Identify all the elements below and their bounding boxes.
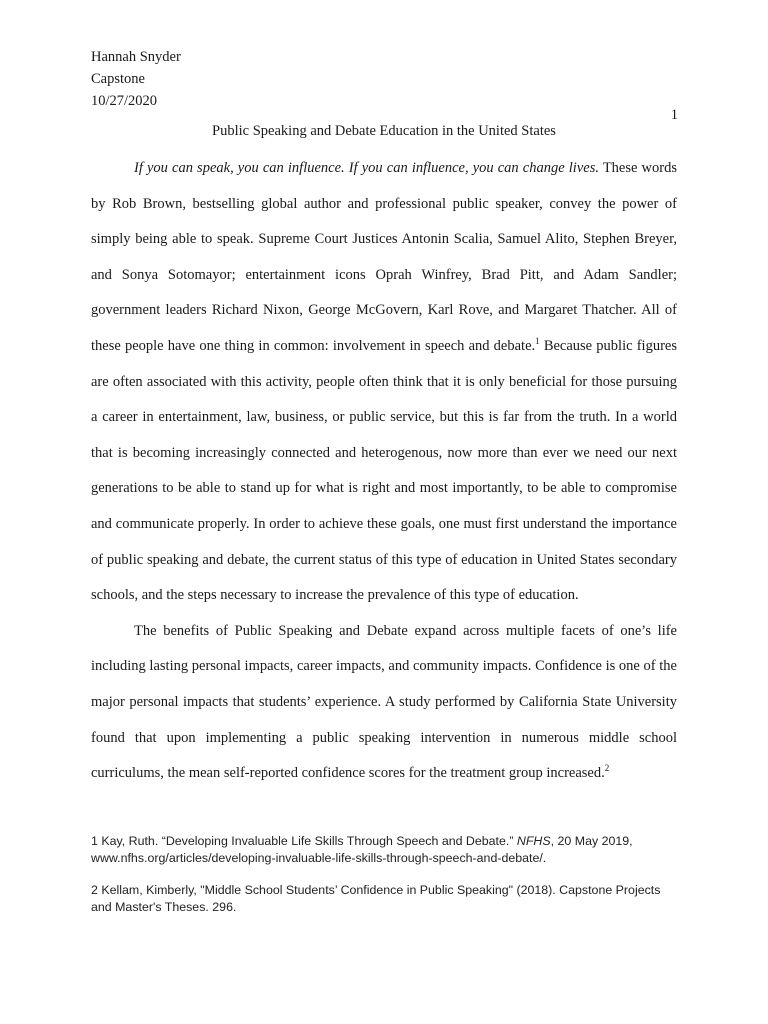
footnote-1-source: NFHS bbox=[516, 834, 551, 848]
document-date: 10/27/2020 bbox=[91, 93, 158, 109]
page-number: 1 bbox=[670, 107, 678, 123]
paragraph-1-text-b: Because public figures are often associated with this activity, people often think that it is only beneficial for those pursuing a career in entertainment, law, business, or public service, but this is far from the truth. In a world that is becoming increasingly connected and heterogenous, now more than ever we need our next generations to be able to stand up for what is right and most importantly, to be able to compromise and communicate properly. In order to achieve these goals, one must first understand the importance of public speaking and debate, the current status of this type of education in United States secondary schools, and the steps necessary to increase the prevalence of this type of education. bbox=[91, 337, 677, 604]
body-text bbox=[91, 151, 677, 792]
paragraph-2 bbox=[91, 614, 677, 792]
footnote-1 bbox=[91, 833, 671, 867]
header-block bbox=[91, 46, 181, 112]
footnote-2: 2 Kellam, Kimberly, "Middle School Students’ Confidence in Public Speaking" (2018). Capstone Projects and Master's Theses. 296. bbox=[91, 883, 661, 914]
footnote-1-lead: 1 Kay, Ruth. “Developing Invaluable Life Skills Through Speech and Debate.” bbox=[91, 834, 517, 848]
paragraph-1 bbox=[91, 151, 677, 614]
footnotes bbox=[91, 833, 671, 931]
footnote-ref-1: 1 bbox=[535, 335, 540, 346]
paragraph-1-text-a: These words by Rob Brown, bestselling global author and professional public speaker, convey the power of simply being able to speak. Supreme Court Justices Antonin Scalia, Samuel Alito, Stephen Breyer, and Sonya Sotomayor; entertainment icons Oprah Winfrey, Brad Pitt, and Adam Sandler; government leaders Richard Nixon, George McGovern, Karl Rove, and Margaret Thatcher. All of these people have one thing in common: involvement in speech and debate. bbox=[91, 160, 677, 354]
footnote-1-tail: , 20 May 2019, www.nfhs.org/articles/developing-invaluable-life-skills-through-speech-and-debate/. bbox=[91, 834, 633, 865]
page-title: Public Speaking and Debate Education in the United States bbox=[212, 123, 556, 139]
author-name: Hannah Snyder bbox=[91, 49, 181, 65]
opening-quote: If you can speak, you can influence. If you can influence, you can change lives. bbox=[134, 160, 599, 176]
footnote-ref-2: 2 bbox=[604, 763, 610, 774]
paragraph-2-text: The benefits of Public Speaking and Debate expand across multiple facets of one’s life including lasting personal impacts, career impacts, and community impacts. Confidence is one of the major personal impacts that students’ experience. A study performed by California State University found that upon implementing a public speaking intervention in numerous middle school curriculums, the mean self-reported confidence scores for the treatment group increased. bbox=[91, 622, 677, 782]
course-name: Capstone bbox=[91, 71, 145, 87]
